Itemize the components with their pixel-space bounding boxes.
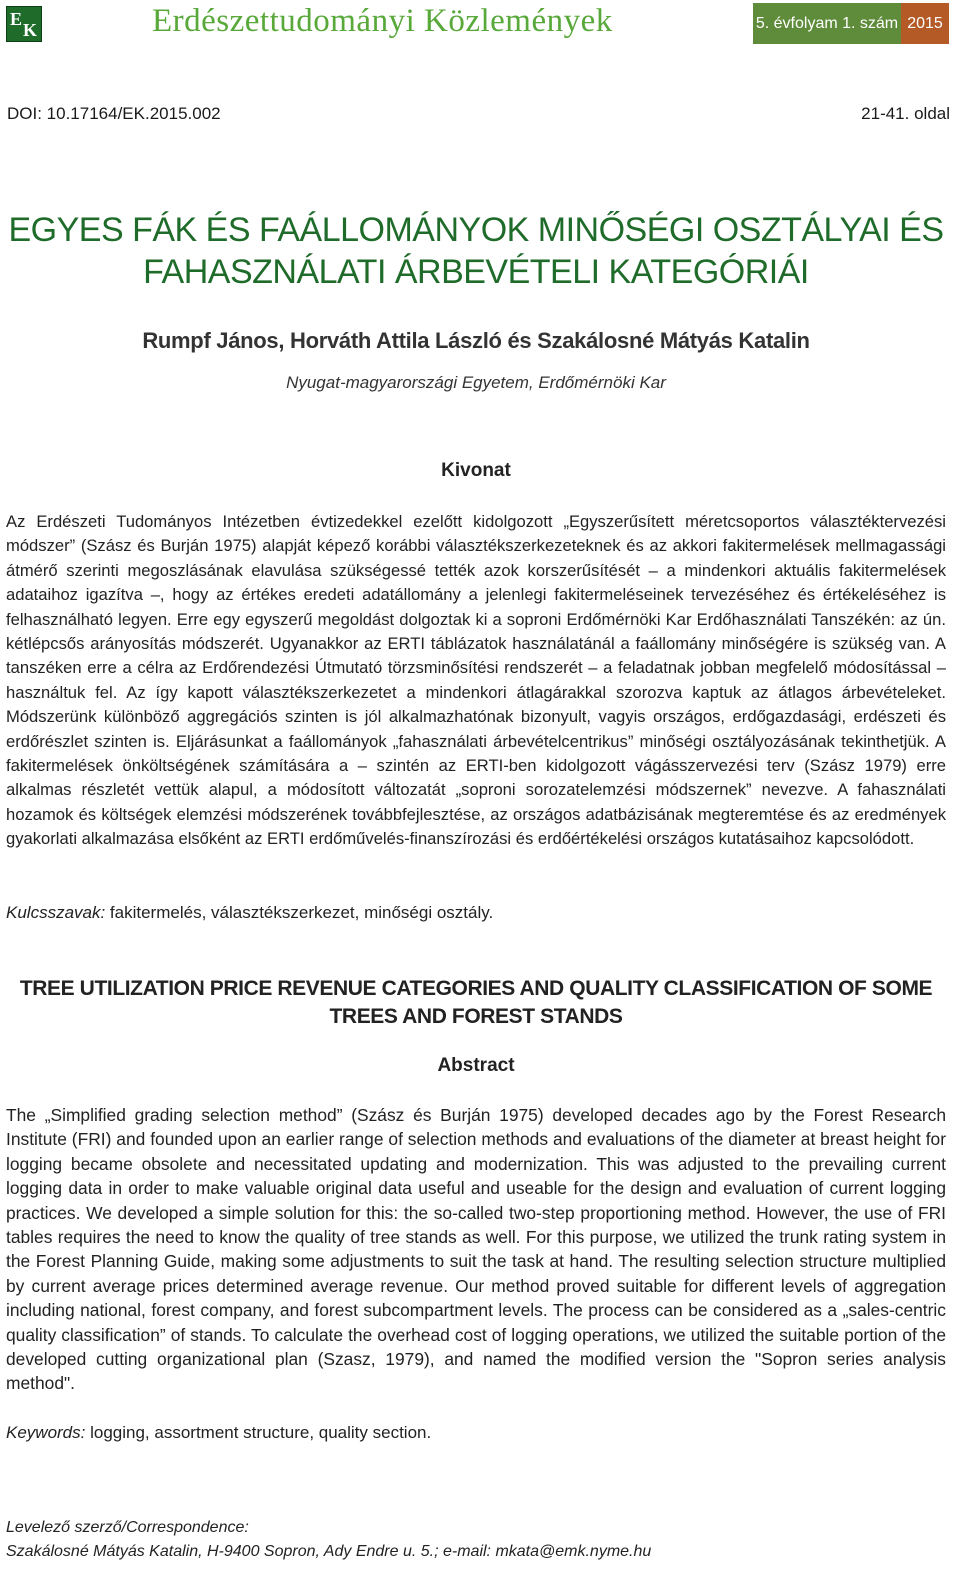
kivonat-heading: Kivonat bbox=[441, 460, 511, 481]
keywords-label: Keywords: bbox=[6, 1423, 86, 1442]
doi: DOI: 10.17164/EK.2015.002 bbox=[7, 104, 221, 123]
english-title-line-2: TREES AND FOREST STANDS bbox=[329, 1005, 623, 1028]
abstract-text: The „Simplified grading selection method” (Szász és Burján 1975) developed decades ago by the Forest Research Institute (FRI) and founded upon an earlier range of selection methods and evaluations of the diameter at breast height for logging became obsolete and necessitated updating and modernization. This was adjusted to the prevailing current logging data in order to make valuable original data useful and useable for the design and evaluation of current logging practices. We developed a simple solution for this: the so-called two-step proportioning method. However, the use of FRI tables requires the need to know the quality of tree stands as well. For this purpose, we utilized the trunk rating system in the Forest Planning Guide, making some adjustments to suit the task at hand. The resulting selection structure multiplied by current average prices determined average revenue. Our method proved suitable for different levels of aggregation including national, forest company, and forest subcompartment levels. The process can be considered as a „sales-centric quality classification” of stands. To calculate the overhead cost of logging operations, we utilized the suitable portion of the developed cutting organizational plan (Szasz, 1979), and named the modified version the "Sopron series analysis method". bbox=[6, 1105, 946, 1394]
journal-title: Erdészettudományi Közlemények bbox=[152, 3, 613, 39]
kulcsszavak-text: fakitermelés, választékszerkezet, minőségi osztály. bbox=[105, 903, 494, 922]
correspondence-label: Levelező szerző/Correspondence: bbox=[6, 1519, 249, 1536]
english-title-line-1: TREE UTILIZATION PRICE REVENUE CATEGORIES AND QUALITY CLASSIFICATION OF SOME bbox=[19, 977, 933, 1000]
journal-logo bbox=[6, 6, 42, 42]
kulcsszavak-label: Kulcsszavak: bbox=[6, 903, 106, 922]
page-range: 21-41. oldal bbox=[861, 104, 950, 123]
english-title bbox=[0, 975, 952, 1031]
kulcsszavak bbox=[6, 903, 493, 923]
paper-title-line-1: EGYES FÁK ÉS FAÁLLOMÁNYOK MINŐSÉGI OSZTÁLYAI ÉS bbox=[8, 211, 944, 249]
logo-letter-k: K bbox=[23, 20, 38, 40]
paper-title bbox=[0, 209, 952, 293]
affiliation: Nyugat-magyarországi Egyetem, Erdőmérnöki Kar bbox=[286, 373, 666, 392]
abstract-heading: Abstract bbox=[437, 1055, 515, 1076]
year-badge: 2015 bbox=[901, 3, 949, 44]
keywords-text: logging, assortment structure, quality section. bbox=[85, 1423, 432, 1442]
keywords bbox=[6, 1423, 431, 1443]
issue-badge: 5. évfolyam 1. szám bbox=[753, 3, 901, 44]
paper-title-line-2: FAHASZNÁLATI ÁRBEVÉTELI KATEGÓRIÁI bbox=[143, 253, 809, 291]
correspondence-address: Szakálosné Mátyás Katalin, H-9400 Sopron, Ady Endre u. 5.; e-mail: mkata@emk.nyme.hu bbox=[6, 1543, 652, 1560]
authors: Rumpf János, Horváth Attila László és Szakálosné Mátyás Katalin bbox=[142, 328, 810, 353]
kivonat-text: Az Erdészeti Tudományos Intézetben évtizedekkel ezelőtt kidolgozott „Egyszerűsített méretcsoportos választéktervezési módszer” (Szász és Burján 1975) alapját képező korábbi választékszerkezeteknek és az akkori fakitermelések mellmagassági átmérő szerinti megoszlásának elavulása szükségessé tették azok korszerűsítését – a mindenkori aktuális fakitermelések adataihoz igazítva –, hogy az értékes eredeti adatállomány a jelenlegi fakitermeléseinek tervezéséhez és értékeléséhez is felhasználható legyen. Erre egy egyszerű megoldást dolgoztak ki a soproni Erdőmérnöki Kar Erdőhasználati Tanszékén: az ún. kétlépcsős arányosítás módszerét. Ugyanakkor az ERTI táblázatok használatánál a faállomány minőségére is szükség van. A tanszéken erre a célra az Erdőrendezési Útmutató törzsminősítési rendszerét – a feladatnak jobban megfelelő módosítással – használtuk fel. Az így kapott választékszerkezetet a mindenkori átlagárakkal szorozva kaptuk az átlagos árbevételeket. Módszerünk különböző aggregációs szinten is jól alkalmazhatónak bizonyult, vagyis országos, erdőgazdasági, erdészeti és erdőrészlet szinten is. Eljárásunkat a faállományok „fahasználati árbevételcentrikus” minőségi osztályozásának tekinthetjük. A fakitermelések önköltségének számítására a – szintén az ERTI-ben kidolgozott vágásszervezési terv (Szász 1979) erre alkalmas részletét vettük alapul, a módosított változatát „soproni sorozatelemzési módszernek” nevezve. A fahasználati hozamok és költségek elemzési módszerének továbbfejlesztése, az országos adatbázisának megteremtése és az eredmények gyakorlati alkalmazása elsőként az ERTI erdőművelés-finanszírozási és erdőértékelési országos kutatásaihoz kapcsolódott. bbox=[6, 512, 946, 849]
logo-letter-e: E bbox=[10, 9, 23, 29]
